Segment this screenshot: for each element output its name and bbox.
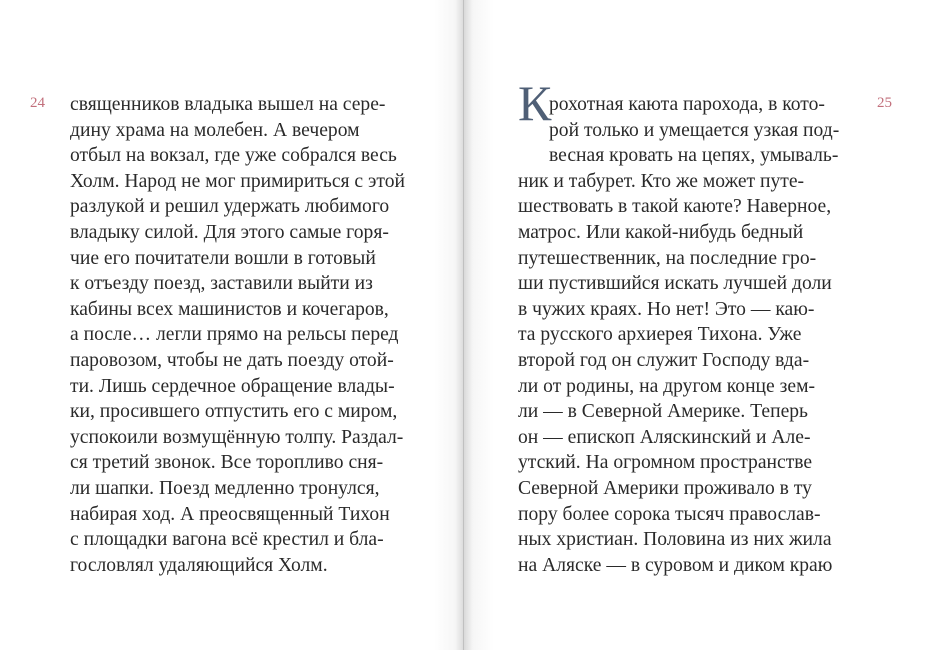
text-line: Холм. Народ не мог примириться с этой bbox=[70, 170, 406, 192]
text-line: кабины всех машинистов и кочегаров, bbox=[70, 298, 389, 320]
text-line: путешественник, на последние гро- bbox=[518, 247, 817, 269]
text-line: шествовать в такой каюте? Наверное, bbox=[518, 196, 832, 218]
drop-cap: К bbox=[518, 75, 552, 131]
text-line: пору более сорока тысяч православ- bbox=[518, 503, 821, 525]
text-line: а после… легли прямо на рельсы перед bbox=[70, 324, 399, 346]
page-number-left: 24 bbox=[30, 95, 45, 111]
text-line: ник и табурет. Кто же может путе- bbox=[518, 170, 805, 192]
text-line: он — епископ Аляскинский и Але- bbox=[518, 426, 811, 448]
text-line: рой только и умещается узкая под- bbox=[549, 119, 840, 141]
text-line: владыку силой. Для этого самые горя- bbox=[70, 221, 389, 243]
spine-divider bbox=[463, 0, 464, 650]
text-line: паровозом, чтобы не дать поезду отой- bbox=[70, 349, 394, 371]
text-line: священников владыка вышел на сере- bbox=[70, 94, 386, 115]
text-line: успокоили возмущённую толпу. Раздал- bbox=[70, 426, 404, 448]
text-line: утский. На огромном пространстве bbox=[518, 452, 813, 474]
text-line: гословлял удаляющийся Холм. bbox=[70, 554, 328, 576]
text-line: ки, просившего отпустить его с миром, bbox=[70, 401, 398, 423]
text-line: та русского архиерея Тихона. Уже bbox=[518, 324, 802, 346]
first-line-text: рохотная каюта парохода, в кото- bbox=[549, 94, 825, 115]
text-line: дину храма на молебен. А вечером bbox=[70, 119, 360, 141]
text-line: разлукой и решил удержать любимого bbox=[70, 196, 390, 218]
text-line: ли шапки. Поезд медленно тронулся, bbox=[70, 477, 380, 499]
text-line: Северной Америки проживало в ту bbox=[518, 477, 812, 499]
text-line: к отъезду поезд, заставили выйти из bbox=[70, 273, 373, 295]
text-line: второй год он служит Господу вда- bbox=[518, 349, 810, 371]
text-line: отбыл на вокзал, где уже собрался весь bbox=[70, 145, 397, 167]
text-line: ти. Лишь сердечное обращение влады- bbox=[70, 375, 395, 397]
text-line: матрос. Или какой-нибудь бедный bbox=[518, 221, 804, 243]
text-line: чие его почитатели вошли в готовый bbox=[70, 247, 376, 269]
text-line: на Аляске — в суровом и диком краю bbox=[518, 554, 833, 576]
right-page-text bbox=[518, 75, 840, 578]
text-line: в чужих краях. Но нет! Это — каю- bbox=[518, 298, 815, 320]
text-line: ных христиан. Половина из них жила bbox=[518, 529, 832, 551]
text-line: с площадки вагона всё крестил и бла- bbox=[70, 529, 384, 551]
text-line: ши пустившийся искать лучшей доли bbox=[518, 273, 832, 295]
right-page bbox=[464, 0, 928, 650]
text-line: ли — в Северной Америке. Теперь bbox=[518, 401, 808, 423]
text-line: весная кровать на цепях, умываль- bbox=[549, 145, 839, 167]
text-line: ся третий звонок. Все торопливо сня- bbox=[70, 452, 384, 474]
text-line: ли от родины, на другом конце зем- bbox=[518, 375, 815, 397]
text-line: набирая ход. А преосвященный Тихон bbox=[70, 503, 390, 525]
left-page-text bbox=[70, 92, 405, 578]
page-number-right: 25 bbox=[877, 95, 892, 111]
